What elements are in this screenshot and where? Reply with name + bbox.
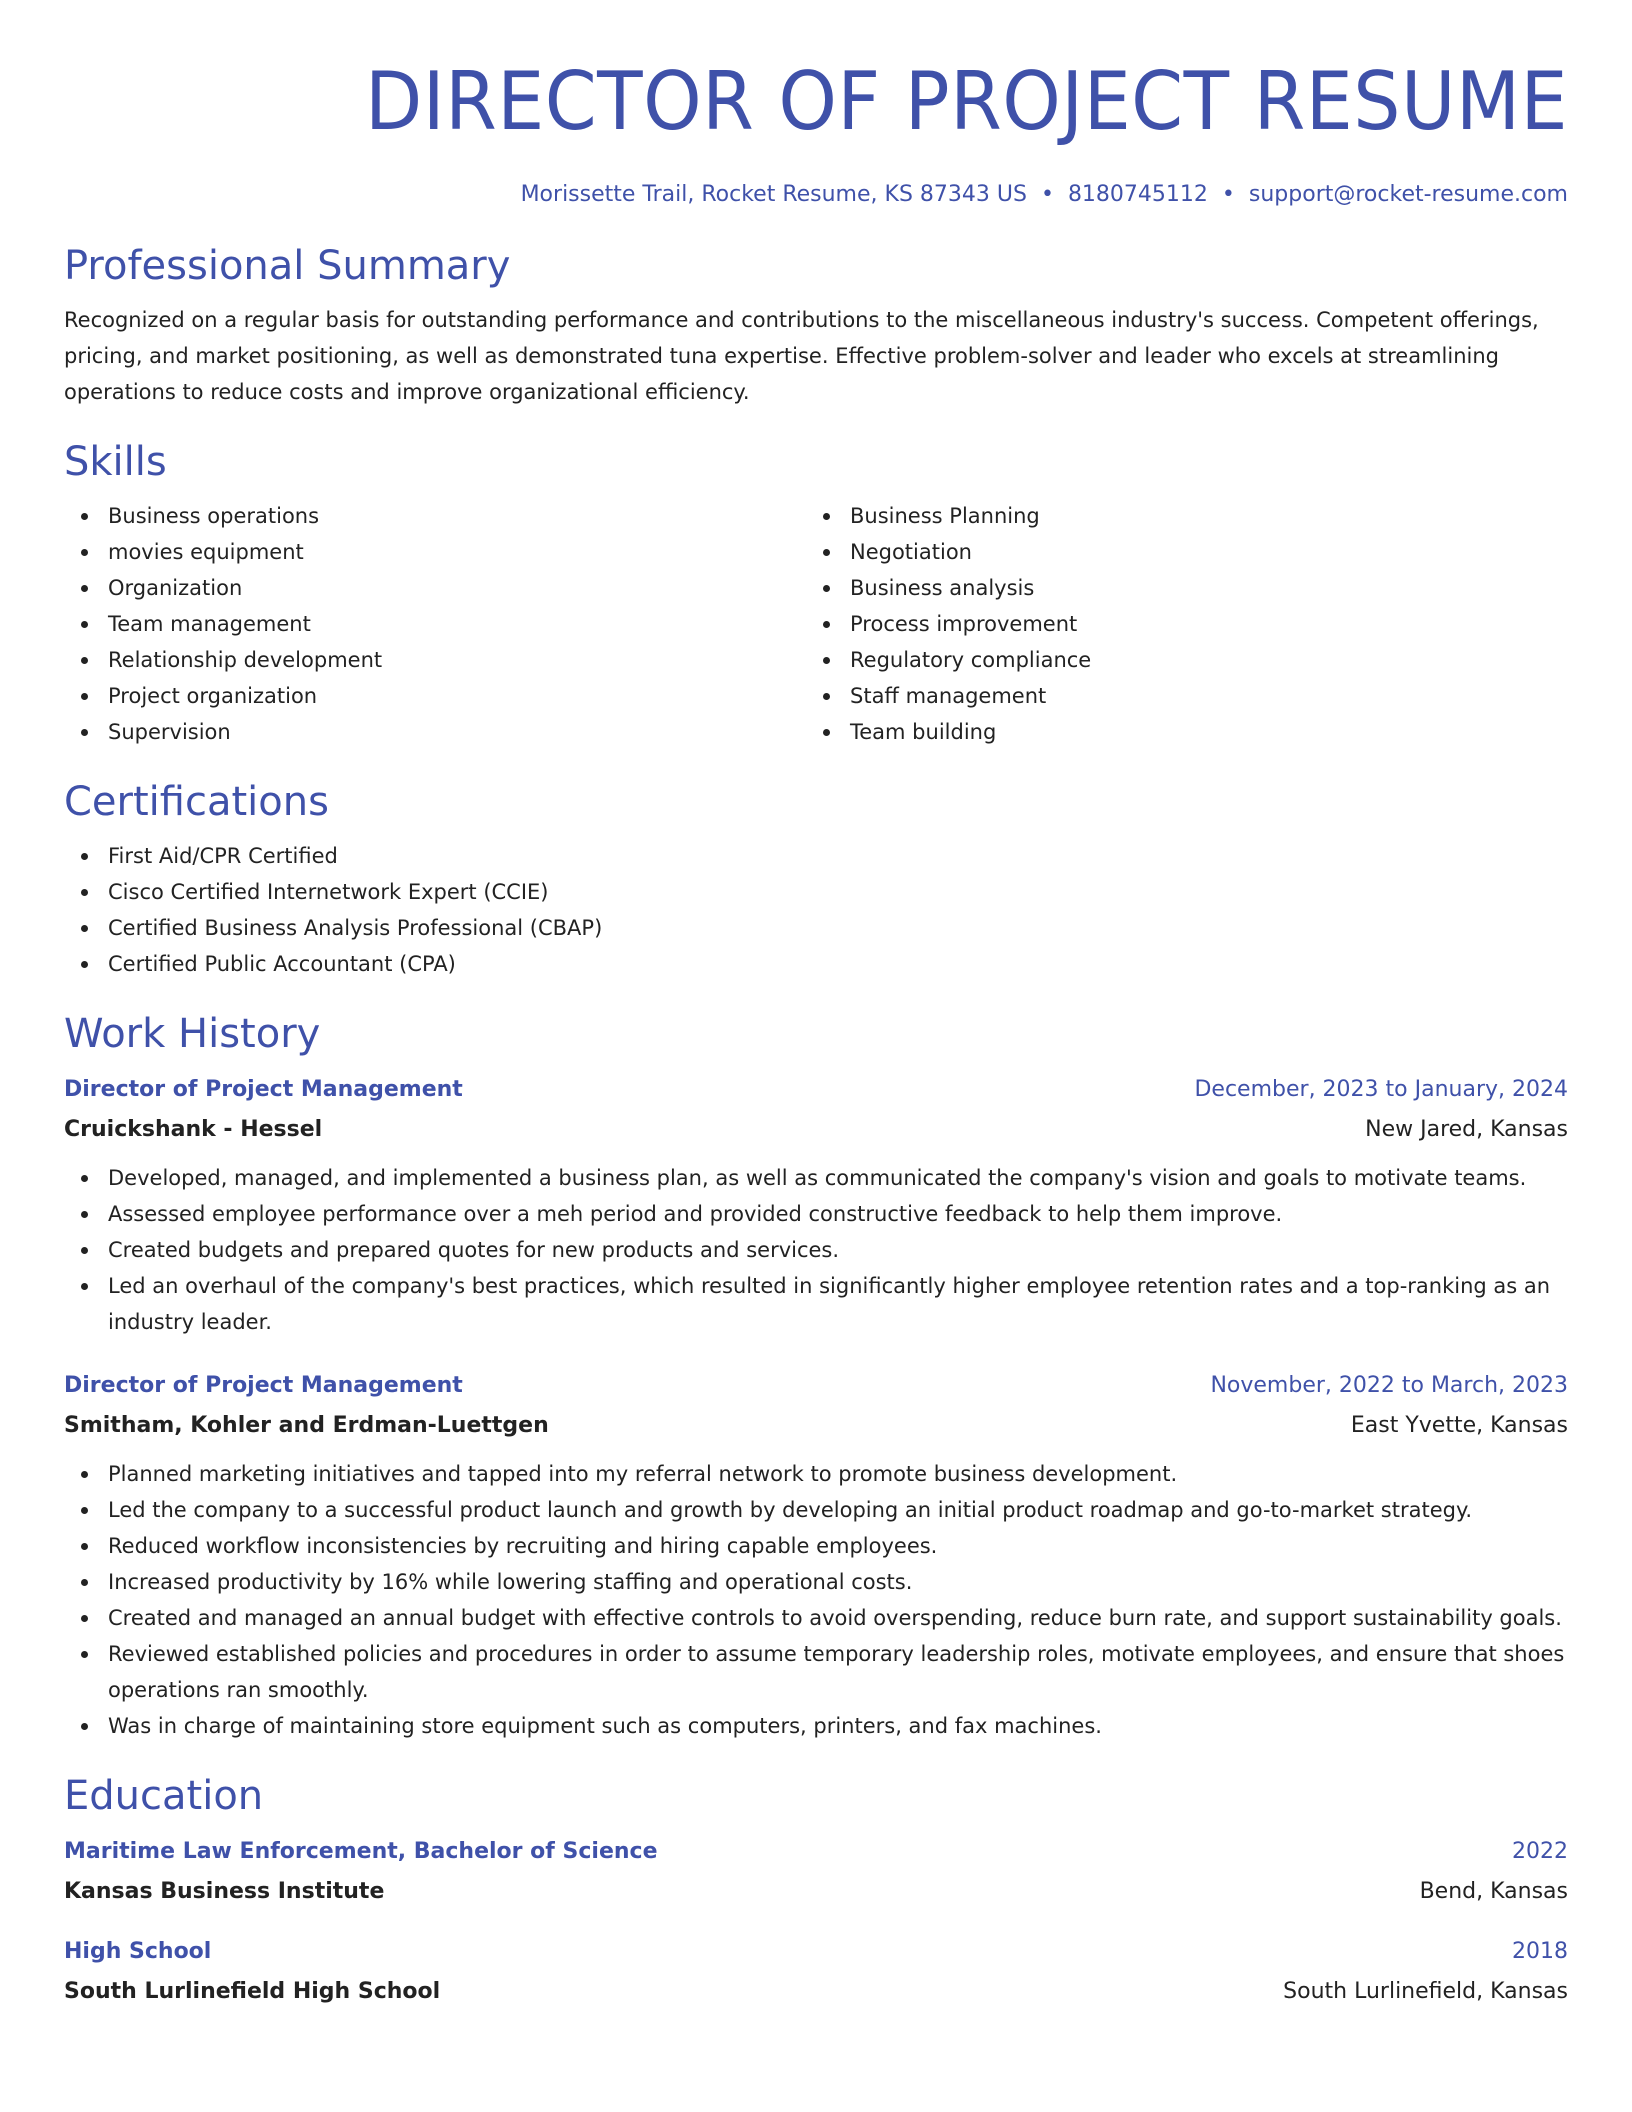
skill-item: Business Planning: [806, 498, 1548, 534]
skills-list-left: [64, 498, 806, 750]
certification-item: Certified Public Accountant (CPA): [64, 946, 1568, 982]
skill-item: Team building: [806, 714, 1548, 750]
education-school-row: [64, 1872, 1568, 1912]
education-school: South Lurlinefield High School: [64, 1979, 441, 2004]
education-location: Bend, Kansas: [1419, 1879, 1568, 1904]
education-year: 2022: [1512, 1839, 1568, 1864]
skill-item: Project organization: [64, 678, 806, 714]
summary-heading: Professional Summary: [64, 243, 511, 289]
education-degree: High School: [64, 1939, 212, 1964]
job-bullet: Led the company to a successful product launch and growth by developing an initial product roadmap and go-to-market strategy.: [64, 1492, 1568, 1528]
contact-line: [64, 180, 1568, 210]
skill-item: Negotiation: [806, 534, 1548, 570]
job-bullet: Planned marketing initiatives and tapped into my referral network to promote business development.: [64, 1456, 1568, 1492]
skills-list-right: [806, 498, 1548, 750]
certifications-list: [64, 838, 1568, 982]
education-school-row: [64, 1972, 1568, 2012]
job-dates: November, 2022 to March, 2023: [1210, 1373, 1568, 1398]
job-location: East Yvette, Kansas: [1350, 1413, 1568, 1438]
job-entry: [64, 1070, 1568, 1340]
education-entry: [64, 1832, 1568, 1912]
certification-item: First Aid/CPR Certified: [64, 838, 1568, 874]
skill-item: Staff management: [806, 678, 1548, 714]
job-company: Cruickshank - Hessel: [64, 1117, 323, 1142]
education-year: 2018: [1512, 1939, 1568, 1964]
skill-item: Business operations: [64, 498, 806, 534]
job-bullet: Developed, managed, and implemented a business plan, as well as communicated the company's vision and goals to motivate teams.: [64, 1160, 1568, 1196]
skill-item: Business analysis: [806, 570, 1548, 606]
job-company-row: [64, 1110, 1568, 1150]
job-bullet: Reviewed established policies and procedures in order to assume temporary leadership roles, motivate employees, and ensure that shoes operations ran smoothly.: [64, 1636, 1568, 1708]
education-entry: [64, 1932, 1568, 2012]
skills-heading: Skills: [64, 439, 167, 485]
education-heading: Education: [64, 1773, 264, 1819]
contact-separator: •: [1221, 182, 1235, 207]
skill-item: Process improvement: [806, 606, 1548, 642]
education-degree-row: [64, 1832, 1568, 1872]
resume-title: DIRECTOR OF PROJECT RESUME: [364, 55, 1569, 148]
contact-email[interactable]: support@rocket-resume.com: [1248, 182, 1568, 207]
skills-grid: [64, 498, 1568, 750]
job-bullet: Was in charge of maintaining store equipment such as computers, printers, and fax machines.: [64, 1708, 1568, 1744]
job-title: Director of Project Management: [64, 1373, 463, 1398]
skill-item: Regulatory compliance: [806, 642, 1548, 678]
job-bullet: Led an overhaul of the company's best practices, which resulted in significantly higher employee retention rates and a top-ranking as an industry leader.: [64, 1268, 1568, 1340]
contact-address: Morissette Trail, Rocket Resume, KS 87343 US: [520, 182, 1027, 207]
skill-item: movies equipment: [64, 534, 806, 570]
work-history-heading: Work History: [64, 1011, 321, 1057]
certification-item: Cisco Certified Internetwork Expert (CCIE): [64, 874, 1568, 910]
job-bullet: Created and managed an annual budget with effective controls to avoid overspending, reduce burn rate, and support sustainability goals.: [64, 1600, 1568, 1636]
job-bullet: Reduced workflow inconsistencies by recruiting and hiring capable employees.: [64, 1528, 1568, 1564]
job-bullet: Assessed employee performance over a meh period and provided constructive feedback to help them improve.: [64, 1196, 1568, 1232]
job-bullet: Created budgets and prepared quotes for new products and services.: [64, 1232, 1568, 1268]
job-title: Director of Project Management: [64, 1077, 463, 1102]
job-entry: [64, 1366, 1568, 1744]
certification-item: Certified Business Analysis Professional (CBAP): [64, 910, 1568, 946]
skill-item: Relationship development: [64, 642, 806, 678]
contact-phone: 8180745112: [1067, 182, 1208, 207]
job-title-row: [64, 1070, 1568, 1110]
skill-item: Organization: [64, 570, 806, 606]
skill-item: Team management: [64, 606, 806, 642]
job-title-row: [64, 1366, 1568, 1406]
contact-separator: •: [1040, 182, 1054, 207]
certifications-heading: Certifications: [64, 779, 329, 825]
job-dates: December, 2023 to January, 2024: [1194, 1077, 1568, 1102]
job-bullets: [64, 1456, 1568, 1744]
job-location: New Jared, Kansas: [1365, 1117, 1568, 1142]
education-degree: Maritime Law Enforcement, Bachelor of Science: [64, 1839, 658, 1864]
education-degree-row: [64, 1932, 1568, 1972]
job-company-row: [64, 1406, 1568, 1446]
education-location: South Lurlinefield, Kansas: [1283, 1979, 1568, 2004]
job-bullets: [64, 1160, 1568, 1340]
skill-item: Supervision: [64, 714, 806, 750]
job-bullet: Increased productivity by 16% while lowering staffing and operational costs.: [64, 1564, 1568, 1600]
job-company: Smitham, Kohler and Erdman-Luettgen: [64, 1413, 549, 1438]
summary-text: Recognized on a regular basis for outstanding performance and contributions to the miscellaneous industry's success. Competent offerings, pricing, and market positioning, as well as demonstrated tuna expertise. Effective problem-solver and leader who excels at streamlining operations to reduce costs and improve organizational efficiency.: [64, 308, 1539, 404]
education-school: Kansas Business Institute: [64, 1879, 385, 1904]
